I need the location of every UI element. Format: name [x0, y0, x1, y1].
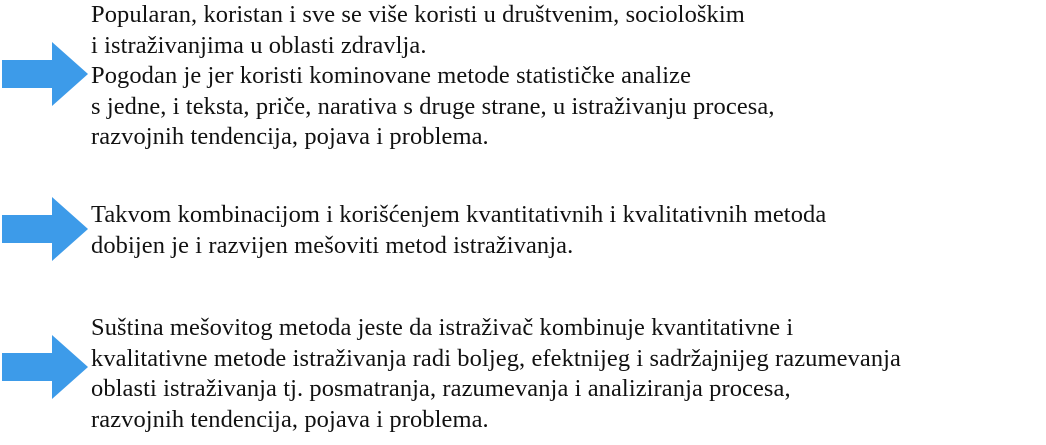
text-line: dobijen je i razvijen mešoviti metod istraživanja. [91, 231, 574, 259]
text-line: razvojnih tendencija, pojava i problema. [91, 123, 489, 150]
arrow-right-icon [2, 335, 88, 399]
arrow-right-icon [2, 42, 88, 106]
text-line: Takvom kombinacijom i korišćenjem kvantitativnih i kvalitativnih metoda [91, 201, 827, 228]
text-line: kvalitativne metode istraživanja radi boljeg, efektnijeg i sadržajnijeg razumevanja [91, 344, 902, 372]
text-line: s jedne, i teksta, priče, narativa s druge strane, u istraživanju procesa, [91, 92, 775, 120]
text-block-essence [91, 313, 1046, 435]
text-line: Pogodan je jer koristi kominovane metode statističke analize [91, 62, 692, 89]
text-line: i istraživanjima u oblasti zdravlja. [91, 31, 427, 59]
arrow-right-icon [2, 197, 88, 261]
text-line: Popularan, koristan i sve se više koristi u društvenim, sociološkim [91, 1, 745, 28]
text-line: oblasti istraživanja tj. posmatranja, razumevanja i analiziranja procesa, [91, 375, 791, 402]
text-line: razvojnih tendencija, pojava i problema. [91, 405, 489, 433]
text-line: Suština mešovitog metoda jeste da istraživač kombinuje kvantitativne i [91, 314, 794, 341]
text-block-mixed-method-usage [91, 0, 1046, 153]
text-block-combination [91, 200, 1046, 261]
